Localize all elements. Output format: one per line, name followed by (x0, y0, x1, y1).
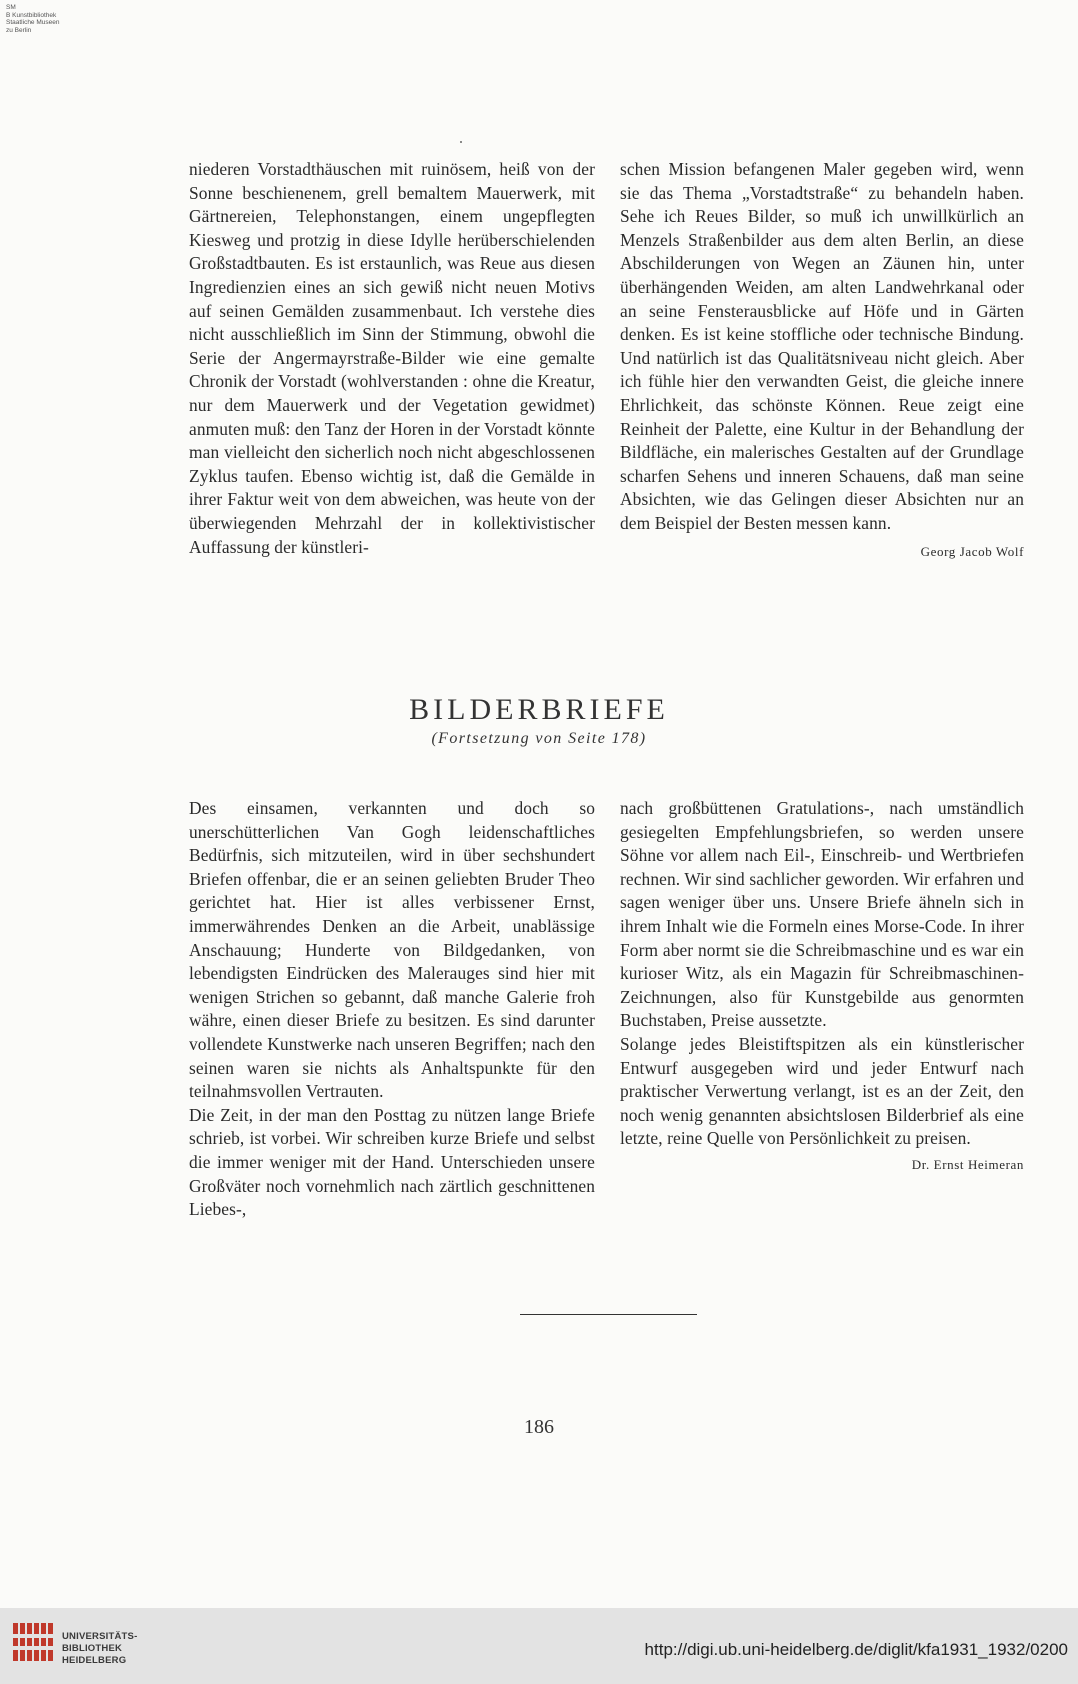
paragraph: schen Mission befangenen Maler gegeben wird, wenn sie das Thema „Vorstadtstraße“ zu behandeln haben. Sehe ich Reues Bilder, so muß ich unwillkürlich an Menzels Straßenbilder aus dem alten Berlin, an diese Abschilderungen von Wegen an Zäunen hin, unter überhängenden Weiden, am alten Landwehrkanal oder an seine Fensterausblicke auf Höfe und in Gärten denken. Es ist keine stoffliche oder technische Bindung. Und natürlich ist das Qualitätsniveau nicht gleich. Aber ich fühle hier den verwandten Geist, die gleiche innere Ehrlichkeit, das schönste Können. Reue zeigt eine Reinheit der Palette, eine Kultur in der Behandlung der Bildfläche, ein malerisches Gestalten auf der Grundlage scharfen Sehens und inneren Schauens, daß man seine Absichten, wie das Gelingen dieser Absichten nur an dem Beispiel der Besten messen kann. (620, 159, 1024, 533)
university-logo-icon (10, 1618, 56, 1668)
paragraph: nach großbüttenen Gratulations-, nach umständlich gesiegelten Empfehlungsbriefen, so werden unsere Söhne vor allem nach Eil-, Einschreib- und Wertbriefen rechnen. Wir sind sachlicher geworden. Wir erfahren und sagen weniger über uns. Unsere Briefe ähneln sich in ihrem Inhalt wie die Formeln eines Morse-Code. In ihrer Form aber normt sie die Schreibmaschine und es war ein kurioser Witz, als ein Magazin für Schreibmaschinen-Zeichnungen, also für Kunstgebilde aus genormten Buchstaben, Preise aussetzte. (620, 798, 1024, 1031)
source-url-link[interactable]: http://digi.ub.uni-heidelberg.de/diglit/kfa1931_1932/0200 (644, 1640, 1068, 1659)
print-speck (460, 141, 462, 143)
stamp-line: SM (6, 4, 16, 11)
paragraph: Solange jedes Bleistiftspitzen als ein künstlerischer Entwurf ausgegeben wird und jeder Entwurf nach praktischer Verwertung verlangt, ist es an der Zeit, den noch wenig genannten absichtslosen Bilderbrief als eine letzte, reine Quelle von Persönlichkeit zu preisen. (620, 1033, 1024, 1149)
article-title: BILDERBRIEFE (409, 693, 669, 727)
article2-column-left (189, 797, 595, 1222)
footer-bar (0, 1608, 1078, 1684)
article2-signature: Dr. Ernst Heimeran (911, 1156, 1024, 1172)
divider-rule (520, 1314, 697, 1315)
page-number: 186 (524, 1416, 554, 1438)
article1-column-left (189, 158, 595, 559)
article1-signature: Georg Jacob Wolf (920, 543, 1024, 559)
stamp-line: Staatliche Museen (6, 19, 60, 26)
paragraph: Des einsamen, verkannten und doch so unerschütterlichen Van Gogh leidenschaftliches Bedürfnis, sich mitzuteilen, wird in über sechshundert Briefen offenbar, die er an seinen geliebten Bruder Theo gerichtet hat. Hier ist alles verbissener Ernst, immerwährendes Denken an die Arbeit, unablässige Anschauung; Hunderte von Bildgedanken, von lebendigsten Eindrücken des Malerauges sind hier mit wenigen Strichen so gebannt, daß manche Galerie froh währe, einen dieser Briefe zu besitzen. Es sind darunter vollendete Kunstwerke nach unseren Begriffen; nach den seinen waren sie nichts als Anhaltspunkte für den teilnahmsvollen Vertrauten. (189, 798, 595, 1102)
library-stamp (6, 4, 59, 34)
stamp-line: zu Berlin (6, 26, 32, 34)
logo-line: UNIVERSITÄTS- (62, 1631, 138, 1642)
logo-line: BIBLIOTHEK (62, 1643, 123, 1654)
article-subtitle: (Fortsetzung von Seite 178) (431, 730, 647, 747)
article2-column-right (620, 797, 1024, 1177)
university-logo-text (62, 1631, 137, 1667)
stamp-line: B Kunstbibliothek (6, 11, 57, 19)
logo-line: HEIDELBERG (62, 1655, 127, 1666)
paragraph: Die Zeit, in der man den Posttag zu nützen lange Briefe schrieb, ist vorbei. Wir schreiben kurze Briefe und selbst die immer weniger mit der Hand. Unterschieden unsere Großväter noch vornehmlich nach zärtlich geschnittenen Liebes-, (189, 1104, 595, 1220)
paragraph: niederen Vorstadthäuschen mit ruinösem, heiß von der Sonne beschienenem, grell bemaltem Mauerwerk, mit Gärtnereien, Telephonstangen, einem ungepflegten Kiesweg und protzig in diese Idylle herüberschielenden Großstadtbauten. Es ist erstaunlich, was Reue aus diesen Ingredienzien eines an sich gewiß nicht neuen Motivs auf seinen Gemälden zusammenbaut. Ich verstehe dies nicht ausschließlich im Sinn der Stimmung, obwohl die Serie der Angermayrstraße-Bilder wie eine gemalte Chronik der Vorstadt (wohlverstanden : ohne die Kreatur, nur dem Mauerwerk und der Vegetation gewidmet) anmuten muß: den Tanz der Horen in der Vorstadt könnte man vielleicht den sicherlich noch nicht abgeschlossenen Zyklus taufen. Ebenso wichtig ist, daß die Gemälde in ihrer Faktur weit von dem abweichen, was heute von der überwiegenden Mehrzahl der in kollektivistischer Auffassung der künstleri- (189, 159, 595, 557)
article1-column-right (620, 158, 1024, 563)
